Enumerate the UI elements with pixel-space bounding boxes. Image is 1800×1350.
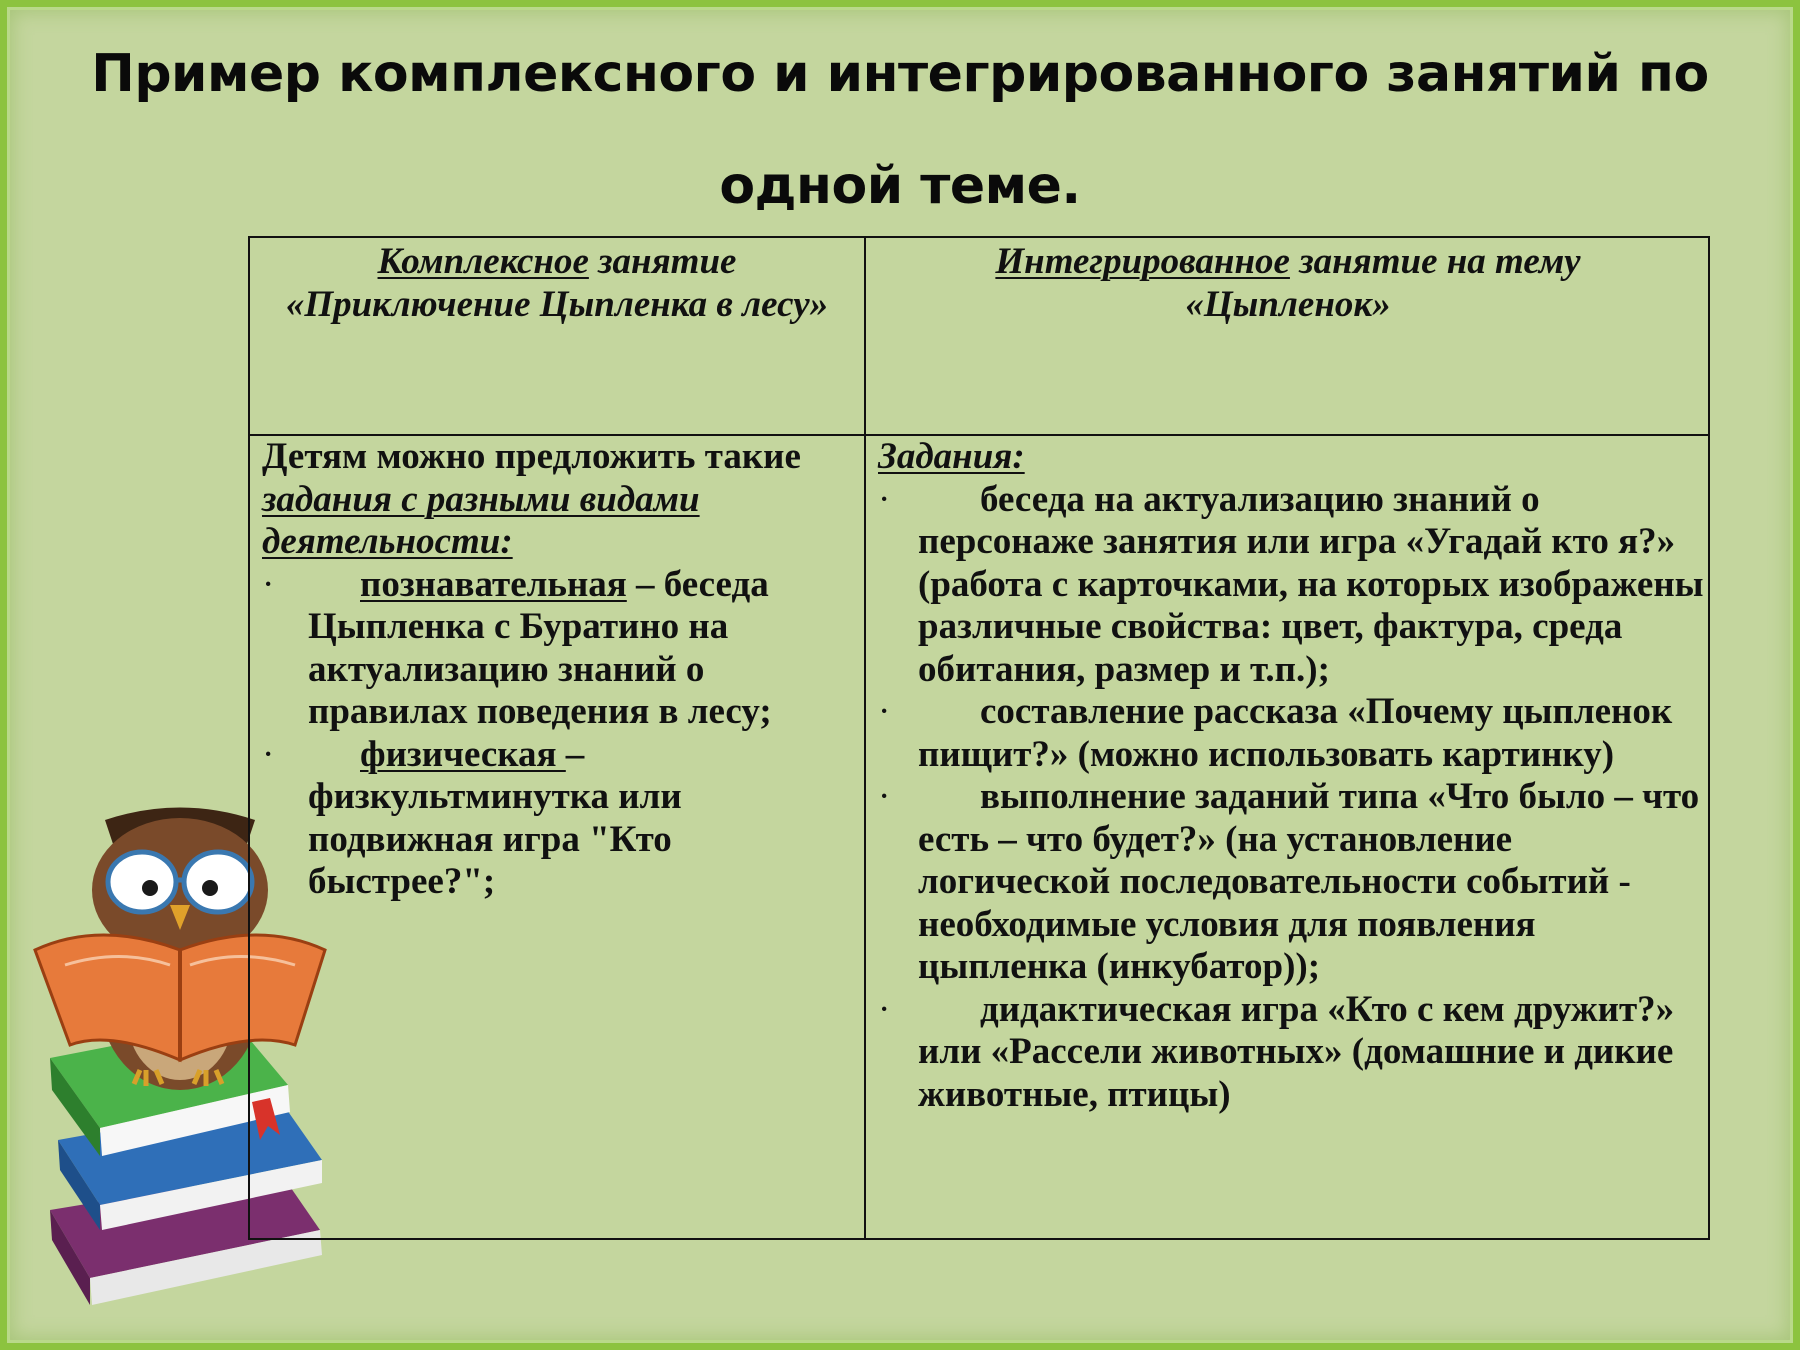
bullet: · xyxy=(878,478,891,520)
bullet: · xyxy=(878,988,891,1030)
list-item xyxy=(262,734,860,904)
right-header-rest: занятие на тему «Цыпленок» xyxy=(1185,241,1581,325)
item-lead: физическая xyxy=(360,733,566,775)
left-column-body xyxy=(250,436,864,904)
item-text: составление рассказа «Почему цыпленок пищит?» (можно использовать картинку) xyxy=(918,691,1673,775)
right-header-underlined: Интегрированное xyxy=(995,241,1290,282)
list-item xyxy=(262,564,860,734)
title-line-1: Пример комплексного и интегрированного занятий по xyxy=(91,44,1709,104)
slide-title xyxy=(60,18,1740,242)
left-intro-plain: Детям можно предложить такие xyxy=(262,436,801,477)
item-text: – беседа Цыпленка с Буратино на актуализацию знаний о правилах поведения в лесу; xyxy=(308,563,772,732)
list-item xyxy=(878,776,1704,989)
list-item xyxy=(878,479,1704,692)
left-header-rest: занятие «Приключение Цыпленка в лесу» xyxy=(285,241,829,325)
bullet: · xyxy=(878,691,891,732)
left-task-list xyxy=(262,564,860,904)
bullet: · xyxy=(878,776,891,817)
right-column-header xyxy=(866,238,1710,434)
item-lead: познавательная xyxy=(360,563,627,605)
left-intro-emphasis: задания с разными видами деятельности: xyxy=(262,478,700,562)
bullet: · xyxy=(262,563,275,605)
item-text: выполнение заданий типа «Что было – что есть – что будет?» (на установление логической последовательности событий - необходимые условия для появления цыпленка (инкубатор)); xyxy=(918,776,1700,987)
left-intro xyxy=(262,436,860,564)
right-heading: Задания: xyxy=(878,436,1025,477)
right-column-body xyxy=(866,436,1710,1116)
item-text: дидактическая игра «Кто с кем дружит?» или «Рассели животных» (домашние и дикие животные, птицы) xyxy=(918,988,1675,1115)
item-text: – физкультминутка или подвижная игра "Кто быстрее?"; xyxy=(308,733,682,902)
list-item xyxy=(878,691,1704,776)
left-header-underlined: Комплексное xyxy=(377,241,589,282)
left-column-header xyxy=(250,238,864,434)
comparison-table xyxy=(248,236,1710,1240)
right-task-list xyxy=(878,479,1704,1117)
title-line-2: одной теме. xyxy=(719,156,1081,216)
list-item xyxy=(878,989,1704,1117)
item-text: беседа на актуализацию знаний о персонаже занятия или игра «Угадай кто я?» (работа с карточками, на которых изображены различные свойства: цвет, фактура, среда обитания, размер и т.п.); xyxy=(918,478,1704,690)
bullet: · xyxy=(262,733,275,775)
